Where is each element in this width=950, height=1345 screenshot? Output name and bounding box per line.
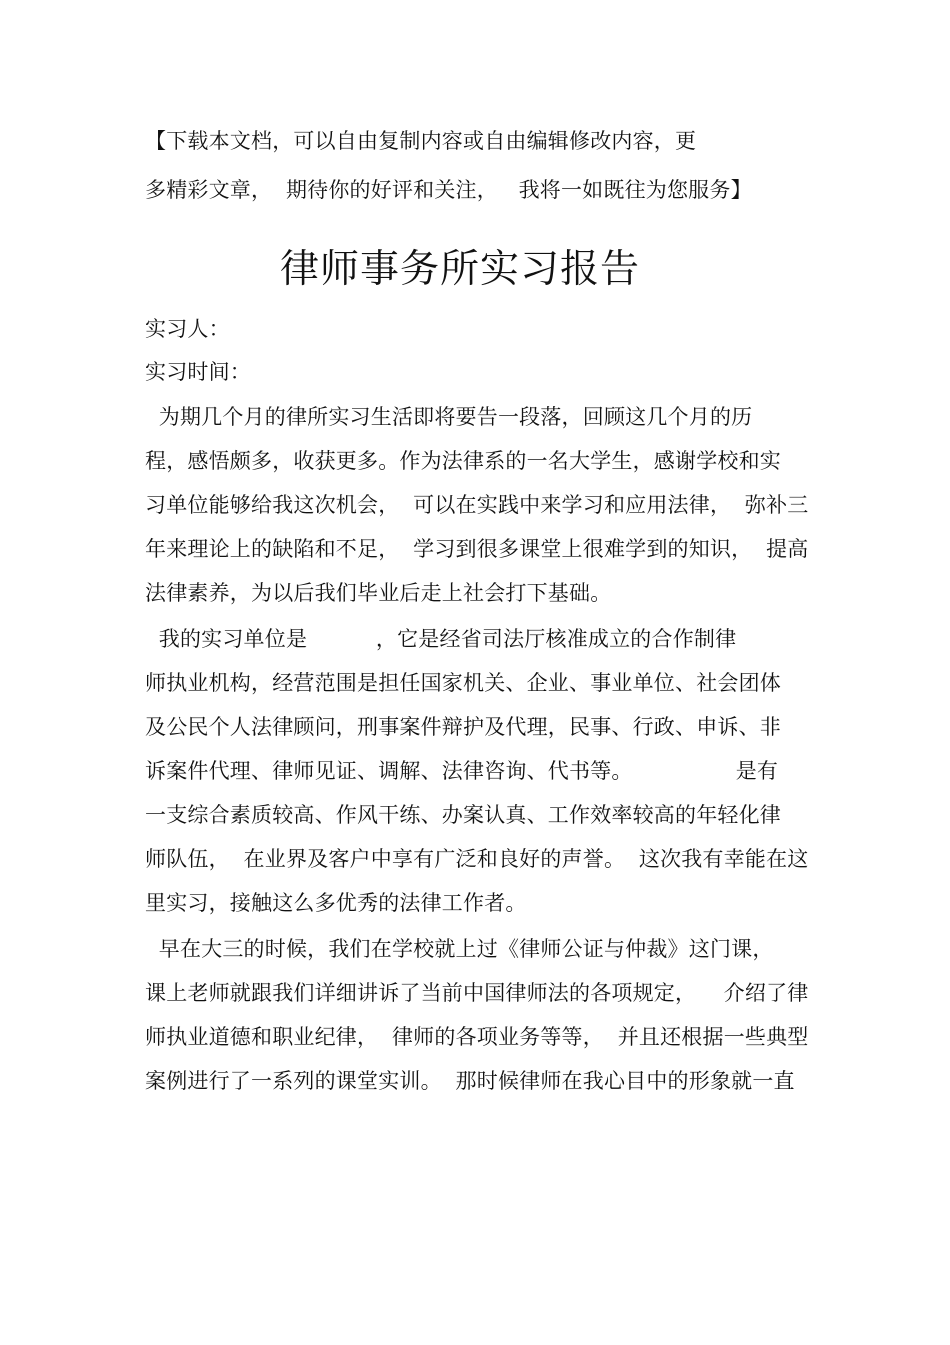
- paragraph-2-line-2: 师执业机构，经营范围是担任国家机关、企业、事业单位、社会团体: [145, 671, 781, 695]
- paragraph-2-line-1: 我的实习单位是 ，它是经省司法厅核准成立的合作制律: [145, 627, 737, 651]
- paragraph-1-line-4: 年来理论上的缺陷和不足， 学习到很多课堂上很难学到的知识， 提高: [145, 537, 809, 561]
- notice-line-2: 多精彩文章， 期待你的好评和关注， 我将一如既往为您服务】: [145, 178, 752, 202]
- document-title: 律师事务所实习报告: [279, 247, 640, 292]
- paragraph-3-line-1: 早在大三的时候，我们在学校就上过《律师公证与仲裁》这门课，: [145, 937, 774, 961]
- paragraph-1-line-2: 程，感悟颇多，收获更多。作为法律系的一名大学生，感谢学校和实: [145, 449, 781, 473]
- paragraph-2-line-3: 及公民个人法律顾问，刑事案件辩护及代理，民事、行政、申诉、非: [145, 715, 781, 739]
- intern-label: 实习人：: [145, 317, 230, 341]
- paragraph-1-line-5: 法律素养，为以后我们毕业后走上社会打下基础。: [145, 581, 612, 605]
- paragraph-3-line-2: 课上老师就跟我们详细讲诉了当前中国律师法的各项规定， 介绍了律: [145, 981, 809, 1005]
- notice-line-1: 【下载本文档，可以自由复制内容或自由编辑修改内容，更: [145, 129, 697, 153]
- paragraph-2-line-7: 里实习，接触这么多优秀的法律工作者。: [145, 891, 527, 915]
- paragraph-3-line-3: 师执业道德和职业纪律， 律师的各项业务等等， 并且还根据一些典型: [145, 1025, 809, 1049]
- paragraph-2-line-6: 师队伍， 在业界及客户中享有广泛和良好的声誉。 这次我有幸能在这: [145, 847, 809, 871]
- paragraph-1-line-1: 为期几个月的律所实习生活即将要告一段落，回顾这几个月的历: [145, 405, 753, 429]
- paragraph-3-line-4: 案例进行了一系列的课堂实训。 那时候律师在我心目中的形象就一直: [145, 1069, 795, 1093]
- paragraph-2-line-4: 诉案件代理、律师见证、调解、法律咨询、代书等。 是有: [145, 759, 779, 783]
- paragraph-1-line-3: 习单位能够给我这次机会， 可以在实践中来学习和应用法律， 弥补三: [145, 493, 809, 517]
- intern-time-label: 实习时间：: [145, 360, 251, 384]
- paragraph-2-line-5: 一支综合素质较高、作风干练、办案认真、工作效率较高的年轻化律: [145, 803, 781, 827]
